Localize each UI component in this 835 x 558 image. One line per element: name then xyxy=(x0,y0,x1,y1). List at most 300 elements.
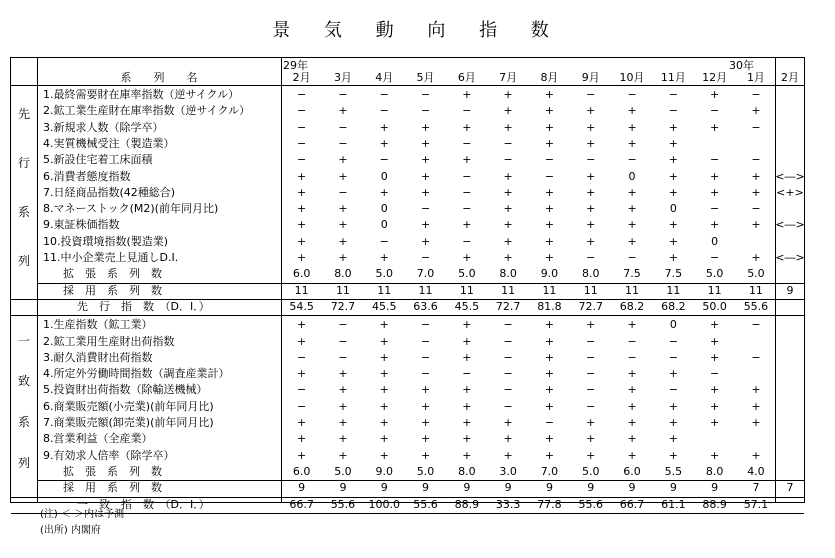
di-value: 72.7 xyxy=(495,299,521,313)
section-label-char: 行 xyxy=(17,156,30,171)
series-value: 0 xyxy=(711,234,719,248)
series-value: + xyxy=(379,251,389,264)
series-value: + xyxy=(544,432,555,446)
header-year-30: 30年 xyxy=(729,59,754,72)
series-value: + xyxy=(668,432,678,446)
ext-value: 5.0 xyxy=(334,464,352,478)
header-month: 2月 xyxy=(781,71,799,84)
series-value: − xyxy=(710,251,720,264)
series-value: 0 xyxy=(628,169,636,183)
header-month: 7月 xyxy=(499,71,518,84)
series-value: + xyxy=(668,416,678,429)
series-value: + xyxy=(503,448,513,462)
series-label: 10.投資環境指数(製造業) xyxy=(43,234,169,248)
ext-value: 5.0 xyxy=(747,267,765,281)
series-value: − xyxy=(379,153,389,167)
series-value: + xyxy=(627,318,637,332)
adopt-value: 9 xyxy=(545,481,553,495)
adopt-value: 9 xyxy=(380,481,388,495)
ext-label: 拡 張 系 列 数 xyxy=(63,464,162,478)
series-value: + xyxy=(544,218,555,232)
series-value: + xyxy=(379,367,389,381)
ext-value: 5.0 xyxy=(705,267,724,281)
adopt-value: 9 xyxy=(339,481,347,495)
series-value: + xyxy=(297,251,307,264)
series-value: − xyxy=(503,367,513,381)
series-value: + xyxy=(503,218,513,232)
note-source: (出所) 内閣府 xyxy=(40,525,101,536)
series-value: − xyxy=(462,367,472,381)
series-value: + xyxy=(338,383,348,397)
series-value: − xyxy=(297,350,307,364)
series-value: + xyxy=(503,416,513,429)
series-value: + xyxy=(668,399,678,413)
series-value: + xyxy=(297,234,307,248)
series-value: + xyxy=(379,136,389,150)
series-value: + xyxy=(751,383,761,397)
ext-value: 8.0 xyxy=(334,267,352,281)
di-value: 45.5 xyxy=(372,299,397,313)
di-value: 68.2 xyxy=(661,299,686,313)
ext-value: 4.0 xyxy=(747,464,765,478)
series-value: + xyxy=(462,334,472,348)
series-value: + xyxy=(668,136,678,150)
series-value: − xyxy=(338,136,348,150)
series-value: − xyxy=(586,383,596,397)
series-value: + xyxy=(420,185,431,199)
series-value: + xyxy=(503,185,513,199)
series-value: + xyxy=(751,399,761,413)
series-value: + xyxy=(586,448,596,462)
di-value: 77.8 xyxy=(537,497,562,511)
di-value: 55.6 xyxy=(578,497,603,511)
ext-value: 6.0 xyxy=(292,267,311,281)
section-label-char: 致 xyxy=(17,374,30,389)
series-value: + xyxy=(379,120,389,134)
series-value: − xyxy=(297,88,307,101)
series-label: 5.投資財出荷指数（除輸送機械） xyxy=(43,383,208,397)
series-value: + xyxy=(627,399,637,413)
series-value: − xyxy=(586,367,596,381)
series-value: − xyxy=(297,104,307,118)
series-value: + xyxy=(627,104,637,118)
series-value: − xyxy=(420,88,431,101)
header-month: 6月 xyxy=(457,71,476,84)
ext-value: 7.5 xyxy=(664,267,683,281)
series-value: + xyxy=(338,448,348,462)
series-value: − xyxy=(586,251,596,264)
series-label: 11.中小企業売上見通しD.I. xyxy=(43,251,179,264)
series-value: + xyxy=(379,350,389,364)
series-value: − xyxy=(627,153,637,167)
series-value: + xyxy=(710,383,720,397)
series-value: + xyxy=(544,448,555,462)
series-value: + xyxy=(544,399,555,413)
series-value: + xyxy=(297,185,307,199)
series-value: + xyxy=(544,234,555,248)
series-value: − xyxy=(586,399,596,413)
series-value: + xyxy=(420,169,431,183)
series-value: + xyxy=(297,169,307,183)
series-value: + xyxy=(544,367,555,381)
header-month: 10月 xyxy=(619,71,645,84)
series-value: + xyxy=(627,383,637,397)
series-value: + xyxy=(544,88,555,101)
ext-value: 6.0 xyxy=(623,464,641,478)
series-value: − xyxy=(668,88,678,101)
header-month: 9月 xyxy=(581,71,600,84)
section-label-char: 系 xyxy=(17,205,30,220)
series-value: + xyxy=(420,448,431,462)
series-value: + xyxy=(627,120,637,134)
series-value: + xyxy=(420,432,431,446)
series-value: + xyxy=(668,169,678,183)
di-value: 88.9 xyxy=(454,497,480,511)
series-label: 2.鉱工業用生産財出荷指数 xyxy=(43,334,175,348)
series-label: 3.耐久消費財出荷指数 xyxy=(43,350,153,364)
ext-value: 7.0 xyxy=(416,267,435,281)
di-value: 88.9 xyxy=(702,497,727,511)
series-value: + xyxy=(462,399,472,413)
ext-value: 3.0 xyxy=(499,464,517,478)
section-label-char: 列 xyxy=(17,455,30,470)
note-forecast: (注) ＜ ＞内は予測 xyxy=(40,509,125,520)
series-value: + xyxy=(710,120,720,134)
series-value: + xyxy=(627,432,637,446)
di-value: 55.6 xyxy=(413,497,438,511)
series-value: + xyxy=(462,318,472,332)
series-value: + xyxy=(668,251,678,264)
di-value: 72.7 xyxy=(578,299,603,313)
header-month: 1月 xyxy=(746,71,765,84)
series-value: + xyxy=(751,416,761,429)
series-value: − xyxy=(503,399,513,413)
series-value: − xyxy=(379,88,389,101)
header-year-29: 29年 xyxy=(283,59,308,72)
series-value: + xyxy=(710,399,720,413)
series-value: + xyxy=(544,185,555,199)
series-value: + xyxy=(503,88,513,101)
series-value: + xyxy=(420,120,431,134)
series-value: + xyxy=(586,169,596,183)
adopt-value: 11 xyxy=(294,283,309,297)
series-value: + xyxy=(627,202,637,216)
series-value: − xyxy=(338,350,348,364)
ext-value: 8.0 xyxy=(458,464,476,478)
series-value: − xyxy=(586,88,596,101)
series-value: − xyxy=(338,318,348,332)
table-hline xyxy=(11,315,804,316)
series-value: + xyxy=(627,416,637,429)
adopt-value: 11 xyxy=(501,283,516,297)
series-value: 0 xyxy=(380,169,388,183)
section-label-char: 列 xyxy=(17,254,30,269)
series-value: − xyxy=(462,185,472,199)
section-label-char: 一 xyxy=(17,333,30,348)
header-month: 2月 xyxy=(292,71,311,84)
table-hline xyxy=(11,513,804,514)
di-value: 72.7 xyxy=(330,299,356,313)
ext-value: 5.0 xyxy=(375,267,393,281)
series-value: − xyxy=(338,185,348,199)
series-value: + xyxy=(379,185,389,199)
series-label: 9.東証株価指数 xyxy=(43,218,120,232)
di-value: 55.6 xyxy=(743,299,769,313)
series-value: − xyxy=(338,120,348,134)
di-value: 81.8 xyxy=(537,299,562,313)
series-value: − xyxy=(751,318,761,332)
di-value: 33.3 xyxy=(495,497,521,511)
series-label: 1.最終需要財在庫率指数（逆サイクル） xyxy=(43,88,240,101)
di-value: 66.7 xyxy=(289,497,314,511)
series-value: − xyxy=(710,104,720,118)
series-value: + xyxy=(462,432,472,446)
series-label: 7.商業販売額(卸売業)(前年同月比) xyxy=(43,416,214,429)
series-value: + xyxy=(503,104,513,118)
series-value: − xyxy=(462,234,472,248)
series-value: + xyxy=(627,234,637,248)
adopt-value: 9 xyxy=(587,481,595,495)
series-value: − xyxy=(586,153,596,167)
series-value: 0 xyxy=(380,202,388,216)
adopt-value: 11 xyxy=(748,283,763,297)
header-month: 11月 xyxy=(660,71,686,84)
series-value: + xyxy=(627,218,637,232)
series-value: + xyxy=(379,318,389,332)
section-label-char: 系 xyxy=(17,415,30,430)
series-value: + xyxy=(379,399,389,413)
series-value: + xyxy=(420,153,431,167)
series-value: + xyxy=(586,136,596,150)
ext-value: 7.5 xyxy=(623,267,641,281)
series-value: − xyxy=(462,136,472,150)
ext-value: 5.5 xyxy=(664,464,683,478)
series-value: + xyxy=(338,416,348,429)
ext-value: 5.0 xyxy=(416,464,435,478)
series-value: − xyxy=(751,88,761,101)
page-title: 景 気 動 向 指 数 xyxy=(272,20,563,41)
adopt-label: 採 用 系 列 数 xyxy=(63,481,162,495)
series-value: + xyxy=(586,202,596,216)
series-value: + xyxy=(462,251,472,264)
series-value: − xyxy=(503,383,513,397)
series-value: + xyxy=(297,334,307,348)
series-value: − xyxy=(751,350,761,364)
ext-value: 8.0 xyxy=(582,267,600,281)
series-value: 0 xyxy=(669,318,677,332)
adopt-value: 11 xyxy=(418,283,433,297)
series-value: + xyxy=(544,202,555,216)
series-value: − xyxy=(338,334,348,348)
series-value: + xyxy=(420,218,431,232)
adopt-value: 11 xyxy=(377,283,392,297)
series-value: − xyxy=(420,318,431,332)
series-value: + xyxy=(668,153,678,167)
series-value: + xyxy=(544,383,555,397)
series-value: + xyxy=(710,334,720,348)
series-label: 2.鉱工業生産財在庫率指数（逆サイクル） xyxy=(43,104,251,118)
series-value: 0 xyxy=(669,202,677,216)
series-value: − xyxy=(627,251,637,264)
series-value: + xyxy=(503,120,513,134)
series-value: + xyxy=(462,153,472,167)
series-label: 6.商業販売額(小売業)(前年同月比) xyxy=(43,399,214,413)
series-label: 6.消費者態度指数 xyxy=(43,169,131,183)
adopt-value: 11 xyxy=(335,283,350,297)
adopt-value: 11 xyxy=(666,283,681,297)
series-value: − xyxy=(503,318,513,332)
series-label: 8.マネーストック(M2)(前年同月比) xyxy=(43,202,219,216)
series-label: 4.実質機械受注（製造業） xyxy=(43,136,175,150)
series-value: − xyxy=(503,350,513,364)
series-value: + xyxy=(338,432,348,446)
series-value: + xyxy=(462,448,472,462)
series-value: + xyxy=(503,234,513,248)
header-month: 5月 xyxy=(416,71,435,84)
adopt-value: 9 xyxy=(422,481,430,495)
series-value: + xyxy=(503,169,513,183)
ext-label: 拡 張 系 列 数 xyxy=(63,267,162,281)
di-value: 61.1 xyxy=(661,497,686,511)
header-month: 8月 xyxy=(540,71,559,84)
series-value: − xyxy=(710,153,720,167)
series-value: − xyxy=(297,120,307,134)
series-value: − xyxy=(627,350,637,364)
series-value: + xyxy=(586,234,596,248)
series-value: <―> xyxy=(775,251,805,264)
series-value: + xyxy=(379,334,389,348)
series-value: + xyxy=(338,399,348,413)
series-value: + xyxy=(503,432,513,446)
adopt-value: 7 xyxy=(752,481,760,495)
series-value: + xyxy=(586,318,596,332)
adopt-value: 11 xyxy=(542,283,557,297)
series-value: + xyxy=(710,218,720,232)
ext-value: 5.0 xyxy=(458,267,476,281)
series-label: 5.新設住宅着工床面積 xyxy=(43,153,153,167)
series-value: − xyxy=(627,88,637,101)
di-value: 45.5 xyxy=(454,299,480,313)
series-value: + xyxy=(710,318,720,332)
series-value: <―> xyxy=(775,169,805,183)
series-label: 7.日経商品指数(42種総合) xyxy=(43,185,176,199)
ext-value: 7.0 xyxy=(540,464,559,478)
di-label: 一 致 指 数 （D．I．） xyxy=(77,497,210,511)
series-value: + xyxy=(710,185,720,199)
series-value: − xyxy=(710,367,720,381)
series-value: + xyxy=(297,416,307,429)
series-value: + xyxy=(751,185,761,199)
series-value: + xyxy=(338,153,348,167)
series-label: 1.生産指数（鉱工業） xyxy=(43,318,153,332)
series-value: + xyxy=(297,202,307,216)
series-value: + xyxy=(420,416,431,429)
series-value: − xyxy=(668,334,678,348)
table-hline xyxy=(11,85,804,86)
series-value: + xyxy=(544,251,555,264)
series-value: − xyxy=(503,153,513,167)
series-value: − xyxy=(420,367,431,381)
series-value: + xyxy=(586,416,596,429)
series-value: + xyxy=(420,383,431,397)
series-value: + xyxy=(710,448,720,462)
series-value: + xyxy=(297,318,307,332)
di-value: 55.6 xyxy=(330,497,356,511)
series-value: + xyxy=(668,367,678,381)
di-value: 50.0 xyxy=(702,299,727,313)
di-label: 先 行 指 数 （D．I．） xyxy=(77,299,210,313)
series-value: + xyxy=(462,218,472,232)
series-value: + xyxy=(544,104,555,118)
series-value: − xyxy=(503,334,513,348)
header-month: 12月 xyxy=(702,71,728,84)
series-value: − xyxy=(420,350,431,364)
series-value: + xyxy=(751,218,761,232)
header-month: 4月 xyxy=(375,71,394,84)
series-value: + xyxy=(420,234,431,248)
section-label-char: 先 xyxy=(17,107,30,122)
series-value: + xyxy=(462,383,472,397)
series-value: − xyxy=(297,153,307,167)
series-value: + xyxy=(338,234,348,248)
series-value: − xyxy=(668,383,678,397)
series-value: − xyxy=(668,104,678,118)
adopt-value: 11 xyxy=(583,283,598,297)
header-month: 3月 xyxy=(333,71,352,84)
series-value: + xyxy=(297,218,307,232)
series-value: <+> xyxy=(776,185,804,199)
series-value: + xyxy=(627,448,637,462)
series-value: + xyxy=(379,416,389,429)
series-value: − xyxy=(544,169,555,183)
series-value: − xyxy=(379,234,389,248)
series-value: + xyxy=(462,416,472,429)
series-value: − xyxy=(420,202,431,216)
series-value: − xyxy=(462,104,472,118)
series-value: 0 xyxy=(380,218,388,232)
adopt-value: 9 xyxy=(711,481,719,495)
series-value: − xyxy=(297,383,307,397)
series-value: + xyxy=(751,169,761,183)
di-value: 66.7 xyxy=(619,497,645,511)
series-value: + xyxy=(668,234,678,248)
series-value: + xyxy=(297,448,307,462)
series-value: − xyxy=(544,153,555,167)
series-value: − xyxy=(420,104,431,118)
series-value: − xyxy=(586,334,596,348)
series-value: − xyxy=(710,202,720,216)
series-value: − xyxy=(668,350,678,364)
ext-value: 8.0 xyxy=(705,464,724,478)
series-value: + xyxy=(420,136,431,150)
series-value: + xyxy=(338,169,348,183)
series-value: + xyxy=(710,350,720,364)
series-value: − xyxy=(544,416,555,429)
series-value: + xyxy=(586,120,596,134)
series-value: + xyxy=(462,120,472,134)
series-value: <―> xyxy=(775,218,805,232)
series-label: 3.新規求人数（除学卒） xyxy=(43,120,164,134)
series-value: + xyxy=(668,120,678,134)
ext-value: 9.0 xyxy=(540,267,559,281)
di-value: 100.0 xyxy=(368,497,400,511)
series-value: + xyxy=(297,367,307,381)
series-value: + xyxy=(586,185,596,199)
series-value: + xyxy=(379,432,389,446)
series-value: + xyxy=(668,218,678,232)
series-value: − xyxy=(420,251,431,264)
adopt-value: 9 xyxy=(298,481,306,495)
